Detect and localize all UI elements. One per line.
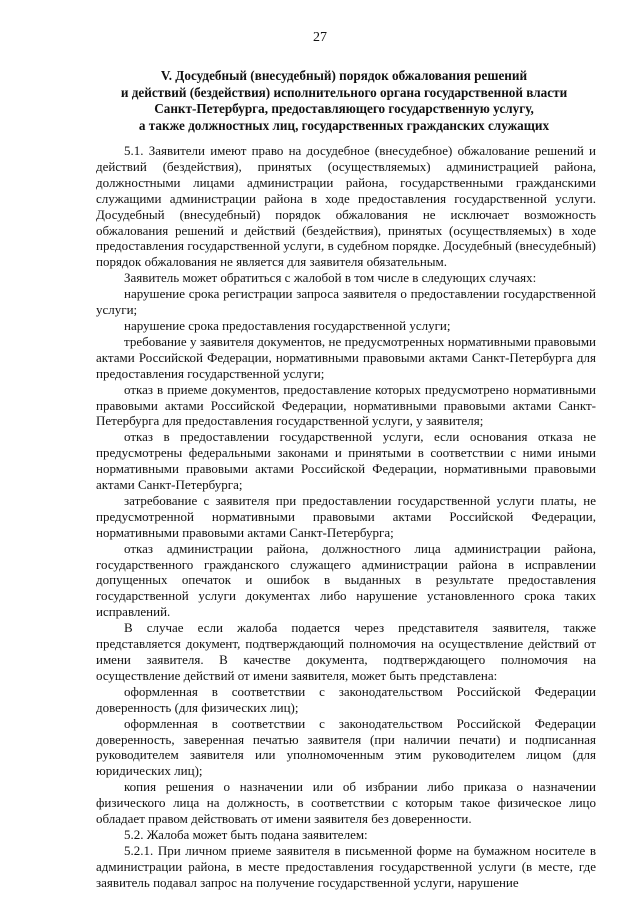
section-heading xyxy=(96,68,592,134)
list-item: отказ в предоставлении государственной услуги, если основания отказа не предусмотрены федеральными законами и принятыми в соответствии с ними иными нормативными правовыми актами Российской Федерации, нормативными правовыми актами Санкт-Петербурга; xyxy=(96,429,596,493)
list-item: затребование с заявителя при предоставлении государственной услуги платы, не предусмотренной нормативными правовыми актами Российской Федерации, нормативными правовыми актами Санкт-Петербурга; xyxy=(96,492,596,540)
list-item: оформленная в соответствии с законодательством Российской Федерации доверенность, заверенная печатью заявителя (при наличии печати) и подписанная руководителем заявителя или уполномоченным этим руководителем лицом (для юридических лиц); xyxy=(96,715,596,779)
paragraph-5-1: 5.1. Заявители имеют право на досудебное (внесудебное) обжалование решений и действий (бездействия), принятых (осуществляемых) администрацией района, должностными лицами администрации района, государственными гражданскими служащими администрации района в ходе предоставления государственной услуги. Досудебный (внесудебный) порядок обжалования не исключает возможность обжалования решений и действий (бездействия), принятых (осуществляемых) в ходе предоставления государственной услуги, в судебном порядке. Досудебный (внесудебный) порядок обжалования не является для заявителя обязательным. xyxy=(96,143,596,270)
list-item: копия решения о назначении или об избрании либо приказа о назначении физического лица на должность, в соответствии с которым такое физическое лицо обладает правом действовать от имени заявителя без доверенности. xyxy=(96,779,596,827)
list-item: отказ администрации района, должностного лица администрации района, государственного гражданского служащего администрации района в исправлении допущенных опечаток и ошибок в выданных в результате предоставления государственной услуги документах либо нарушение установленного срока таких исправлений. xyxy=(96,540,596,620)
heading-line: Санкт-Петербурга, предоставляющего государственную услугу, xyxy=(154,101,534,117)
paragraph-5-2-1: 5.2.1. При личном приеме заявителя в письменной форме на бумажном носителе в администрации района, в месте предоставления государственной услуги (в месте, где заявитель подавал запрос на получение государственной услуги, нарушение xyxy=(96,842,596,890)
paragraph: В случае если жалоба подается через представителя заявителя, также представляется документ, подтверждающий полномочия на осуществление действий от имени заявителя. В качестве документа, подтверждающего полномочия на осуществление действий от имени заявителя, может быть представлена: xyxy=(96,620,596,683)
heading-line: и действий (бездействия) исполнительного органа государственной власти xyxy=(120,84,568,100)
list-item: отказ в приеме документов, предоставление которых предусмотрено нормативными правовыми актами Российской Федерации, нормативными правовыми актами Санкт-Петербурга для предоставления государственной услуги, у заявителя; xyxy=(96,381,596,429)
paragraph-5-2: 5.2. Жалоба может быть подана заявителем: xyxy=(124,826,368,842)
paragraph: Заявитель может обратиться с жалобой в том числе в следующих случаях: xyxy=(124,270,537,286)
list-item: оформленная в соответствии с законодательством Российской Федерации доверенность (для физических лиц); xyxy=(96,683,596,715)
list-item: требование у заявителя документов, не предусмотренных нормативными правовыми актами Российской Федерации, нормативными правовыми актами Санкт-Петербурга для предоставления государственной услуги; xyxy=(96,333,596,381)
body-text xyxy=(96,143,596,891)
page-number: 27 xyxy=(313,30,327,45)
list-item: нарушение срока предоставления государственной услуги; xyxy=(124,317,451,333)
heading-line: V. Досудебный (внесудебный) порядок обжалования решений xyxy=(160,68,528,83)
heading-line: а также должностных лиц, государственных гражданских служащих xyxy=(138,117,550,133)
list-item: нарушение срока регистрации запроса заявителя о предоставлении государственной услуги; xyxy=(96,286,596,318)
